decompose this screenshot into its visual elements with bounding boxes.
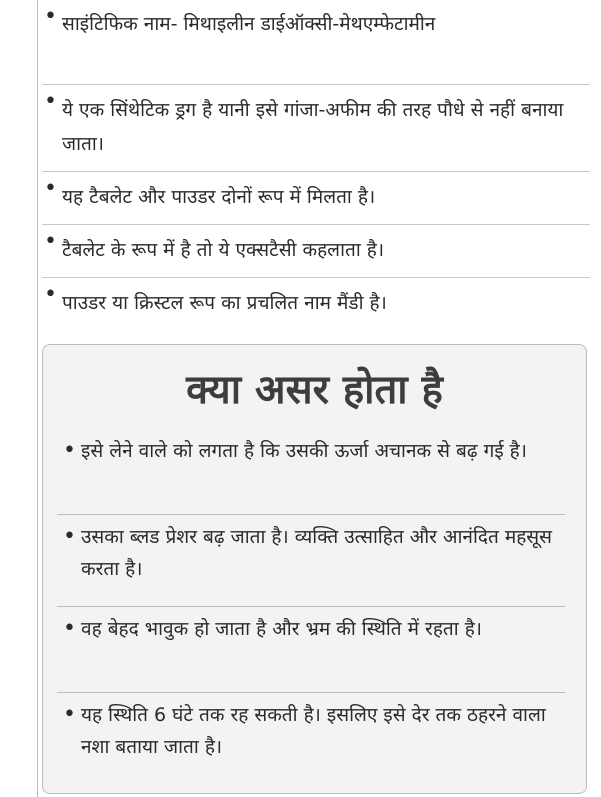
bullet-icon: • xyxy=(44,229,57,254)
bullet-icon: • xyxy=(63,616,76,641)
fact-item-mandy xyxy=(42,278,590,332)
effects-heading: क्या असर होता है xyxy=(186,367,443,413)
effect-item-energy xyxy=(57,429,565,515)
effect-item-duration xyxy=(57,693,565,781)
fact-item-synthetic-drug xyxy=(42,85,590,172)
drug-facts-list xyxy=(42,0,590,332)
bullet-icon: • xyxy=(44,4,57,29)
effect-text: यह स्थिति 6 घंटे तक रह सकती है। इसलिए इसे देर तक ठहरने वाला नशा बताया जाता है। xyxy=(81,704,546,758)
bullet-icon: • xyxy=(44,176,57,201)
left-margin-rule xyxy=(37,0,38,797)
bullet-icon: • xyxy=(63,524,76,549)
effects-box xyxy=(42,344,587,794)
fact-text: ये एक सिंथेटिक ड्रग है यानी इसे गांजा-अफीम की तरह पौधे से नहीं बनाया जाता। xyxy=(62,99,564,155)
effect-text: इसे लेने वाले को लगता है कि उसकी ऊर्जा अचानक से बढ़ गई है। xyxy=(81,440,527,462)
effect-text: वह बेहद भावुक हो जाता है और भ्रम की स्थिति में रहता है। xyxy=(81,618,482,640)
fact-item-forms xyxy=(42,172,590,225)
effect-item-emotional xyxy=(57,607,565,693)
bullet-icon: • xyxy=(44,282,57,307)
fact-item-scientific-name xyxy=(42,0,590,85)
fact-text: यह टैबलेट और पाउडर दोनों रूप में मिलता है। xyxy=(62,186,376,208)
bullet-icon: • xyxy=(63,702,76,727)
bullet-icon: • xyxy=(44,89,57,114)
fact-text: टैबलेट के रूप में है तो ये एक्सटैसी कहलाता है। xyxy=(62,239,385,261)
fact-item-ecstasy xyxy=(42,225,590,278)
bullet-icon: • xyxy=(63,438,76,463)
fact-text: पाउडर या क्रिस्टल रूप का प्रचलित नाम मैंडी है। xyxy=(62,292,387,314)
effect-item-blood-pressure xyxy=(57,515,565,607)
effect-text: उसका ब्लड प्रेशर बढ़ जाता है। व्यक्ति उत्साहित और आनंदित महसूस करता है। xyxy=(81,526,552,580)
fact-text: साइंटिफिक नाम- मिथाइलीन डाईऑक्सी-मेथएम्फेटामीन xyxy=(62,13,436,35)
